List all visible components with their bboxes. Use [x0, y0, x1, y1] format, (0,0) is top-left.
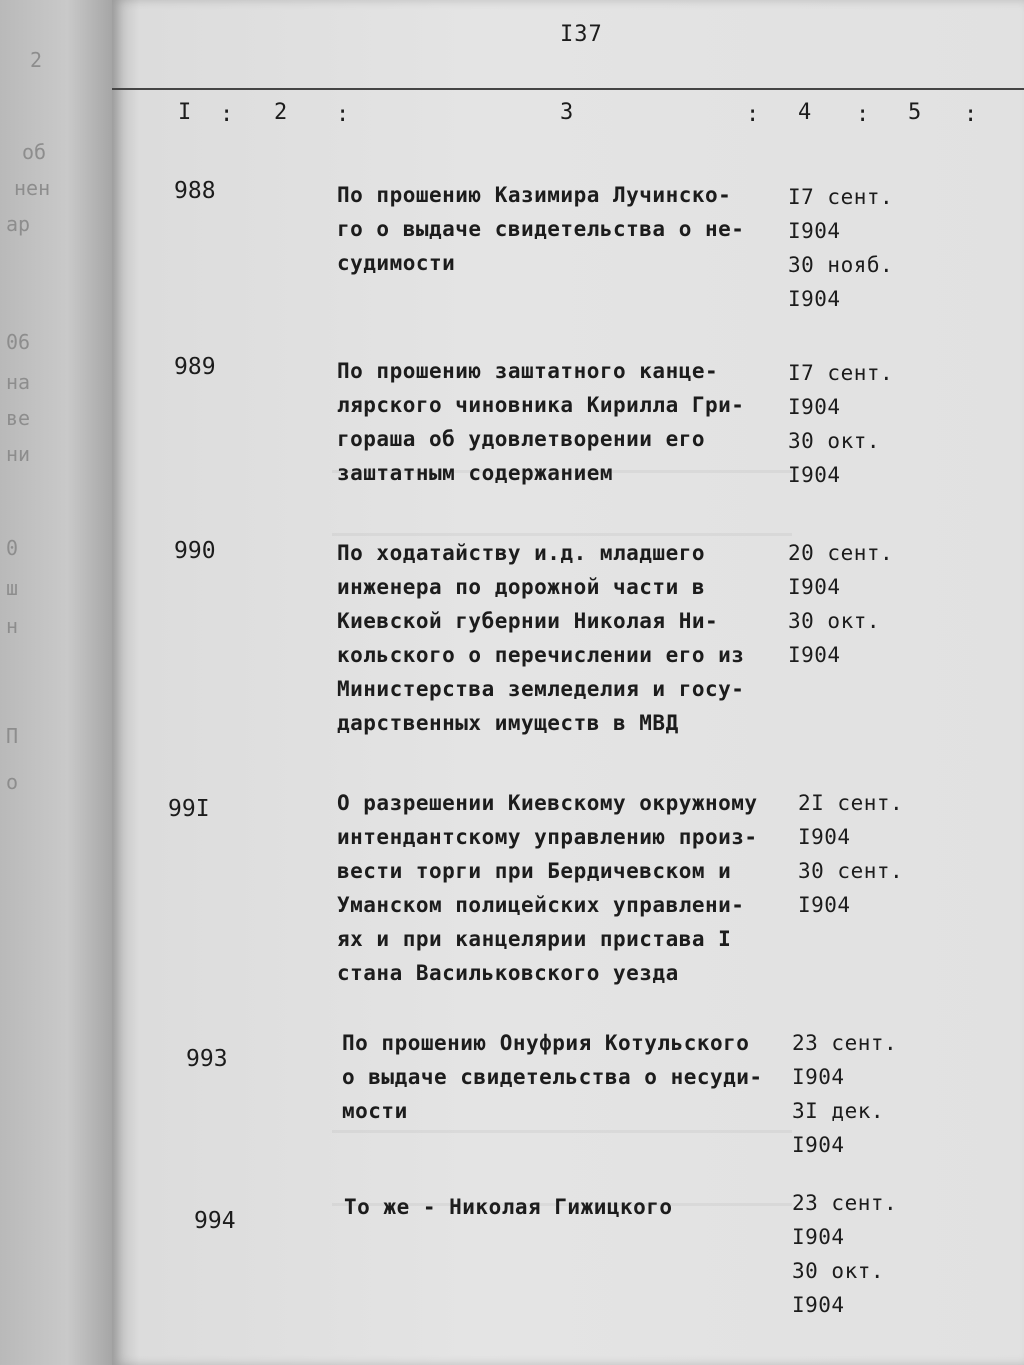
column-header-2: 2 [274, 100, 288, 125]
title-line: дарственных имуществ в МВД [337, 711, 679, 735]
end-year: I904 [788, 463, 841, 487]
start-date: 23 сент. [792, 1031, 898, 1055]
title-line: Киевской губернии Николая Ни- [337, 609, 719, 633]
page-number: I37 [560, 22, 603, 47]
start-year: I904 [788, 575, 841, 599]
entry-dates [788, 356, 1018, 492]
title-line: По прошению заштатного канце- [337, 359, 719, 383]
title-line: ях и при канцелярии пристава I [337, 927, 732, 951]
entry-dates [788, 536, 1018, 672]
entry-dates [792, 1186, 1022, 1322]
title-line: По прошению Онуфрия Котульского [342, 1031, 750, 1055]
column-separator: : [964, 102, 978, 127]
title-line: судимости [337, 251, 456, 275]
column-separator: : [856, 102, 870, 127]
entry-number: 993 [186, 1046, 228, 1072]
end-year: I904 [788, 643, 841, 667]
column-separator: : [746, 102, 760, 127]
entry-dates [792, 1026, 1022, 1162]
left-page-fragment: ни [6, 442, 31, 466]
left-page-fragment: на [6, 370, 31, 394]
document-page [112, 0, 1024, 1365]
left-page-fragment: 2 [30, 48, 43, 72]
title-line: По прошению Казимира Лучинско- [337, 183, 732, 207]
start-date: I7 сент. [788, 185, 894, 209]
title-line: лярского чиновника Кирилла Гри- [337, 393, 745, 417]
column-header-4: 4 [798, 100, 812, 125]
end-date: 30 нояб. [788, 253, 894, 277]
title-line: кольского о перечислении его из [337, 643, 745, 667]
column-header-5: 5 [908, 100, 922, 125]
entry-title [337, 178, 787, 280]
end-date: 30 окт. [788, 609, 881, 633]
title-line: То же - Николая Гижицкого [344, 1195, 673, 1219]
column-separator: : [220, 102, 234, 127]
end-date: 30 окт. [792, 1259, 885, 1283]
left-page-fragment: о [6, 770, 19, 794]
title-line: заштатным содержанием [337, 461, 614, 485]
title-line: о выдаче свидетельства о несуди- [342, 1065, 763, 1089]
bleed-through-shadow [332, 470, 792, 536]
start-year: I904 [792, 1225, 845, 1249]
start-date: 2I сент. [798, 791, 904, 815]
column-header-3: 3 [560, 100, 574, 125]
entry-number: 989 [174, 354, 216, 380]
entry-number: 988 [174, 178, 216, 204]
title-line: мости [342, 1099, 408, 1123]
title-line: интендантскому управлению произ- [337, 825, 758, 849]
end-date: 30 сент. [798, 859, 904, 883]
start-date: I7 сент. [788, 361, 894, 385]
entry-number: 990 [174, 538, 216, 564]
title-line: О разрешении Киевскому окружному [337, 791, 758, 815]
start-date: 23 сент. [792, 1191, 898, 1215]
end-year: I904 [792, 1293, 845, 1317]
left-page-fragment: 06 [6, 330, 31, 354]
start-year: I904 [792, 1065, 845, 1089]
entry-title [337, 786, 787, 990]
entry-number: 99I [168, 796, 210, 822]
entry-title [342, 1026, 792, 1128]
title-line: Министерства земледелия и госу- [337, 677, 745, 701]
title-line: вести торги при Бердичевском и [337, 859, 732, 883]
entry-dates [788, 180, 1018, 316]
end-year: I904 [798, 893, 851, 917]
left-page-fragment: об [22, 140, 47, 164]
end-year: I904 [788, 287, 841, 311]
title-line: стана Васильковского уезда [337, 961, 679, 985]
title-line: Уманском полицейских управлени- [337, 893, 745, 917]
start-year: I904 [798, 825, 851, 849]
entry-title [337, 536, 787, 740]
bleed-through-shadow [332, 1130, 792, 1206]
column-separator: : [336, 102, 350, 127]
entry-dates [798, 786, 1024, 922]
previous-page-edge [0, 0, 112, 1365]
title-line: инженера по дорожной части в [337, 575, 706, 599]
start-year: I904 [788, 395, 841, 419]
end-date: 3I дек. [792, 1099, 885, 1123]
end-date: 30 окт. [788, 429, 881, 453]
left-page-fragment: ар [6, 212, 31, 236]
left-page-fragment: н [6, 614, 19, 638]
title-line: По ходатайству и.д. младшего [337, 541, 706, 565]
title-line: гораша об удовлетворении его [337, 427, 706, 451]
header-rule [112, 88, 1024, 90]
title-line: го о выдаче свидетельства о не- [337, 217, 745, 241]
start-year: I904 [788, 219, 841, 243]
left-page-fragment: ве [6, 406, 31, 430]
left-page-fragment: нен [14, 176, 51, 200]
column-header-1: I [178, 100, 192, 125]
left-page-fragment: ш [6, 576, 19, 600]
left-page-fragment: П [6, 724, 19, 748]
end-year: I904 [792, 1133, 845, 1157]
start-date: 20 сент. [788, 541, 894, 565]
left-page-fragment: 0 [6, 536, 19, 560]
entry-number: 994 [194, 1208, 236, 1234]
